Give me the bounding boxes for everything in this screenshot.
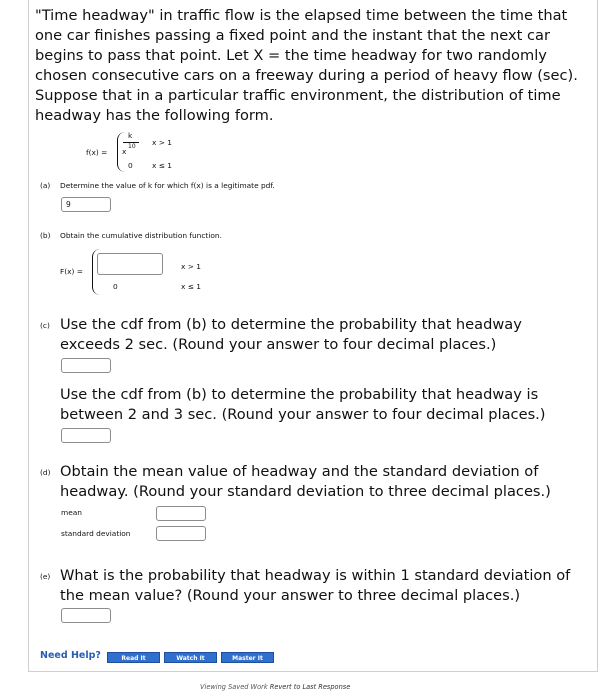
- part-d-question: Obtain the mean value of headway and the standard deviation of headway. (Round your standard deviation to three decimal places.): [60, 463, 551, 500]
- cdf-case2-value: 0: [113, 282, 118, 291]
- mean-label: mean: [61, 508, 82, 517]
- prob-exceeds-2-input[interactable]: [61, 358, 111, 373]
- prob-between-2-3-input[interactable]: [61, 428, 111, 443]
- pdf-case1-cond: x > 1: [152, 138, 172, 147]
- part-a-label: (a): [40, 181, 51, 190]
- pdf-numerator: k: [128, 131, 133, 140]
- part-b-question: Obtain the cumulative distribution function.: [60, 231, 222, 240]
- sd-input[interactable]: [156, 526, 206, 541]
- part-c-label: (c): [40, 321, 50, 330]
- watch-it-button[interactable]: Watch It: [164, 652, 217, 663]
- cdf-case2-cond: x ≤ 1: [181, 282, 201, 291]
- part-b-label: (b): [40, 231, 51, 240]
- footer: [200, 683, 460, 691]
- revert-link[interactable]: Revert to Last Response: [269, 683, 351, 691]
- prob-within-1sd-input[interactable]: [61, 608, 111, 623]
- cdf-lhs: F(x) =: [60, 267, 83, 276]
- master-it-button[interactable]: Master It: [221, 652, 274, 663]
- part-c-question-2: Use the cdf from (b) to determine the probability that headway is between 2 and 3 sec. (Round your answer to four decimal places.): [60, 386, 546, 423]
- mean-input[interactable]: [156, 506, 206, 521]
- pdf-denominator-exp: 10: [128, 143, 136, 150]
- pdf-case2-cond: x ≤ 1: [152, 161, 172, 170]
- pdf-denominator-base: x: [122, 147, 127, 156]
- part-a-question: Determine the value of k for which f(x) is a legitimate pdf.: [60, 181, 275, 190]
- cdf-case1-cond: x > 1: [181, 262, 201, 271]
- pdf-lhs: f(x) =: [86, 148, 108, 157]
- cdf-expression-input[interactable]: [97, 253, 163, 275]
- part-c-question-1: Use the cdf from (b) to determine the probability that headway exceeds 2 sec. (Round your answer to four decimal places.): [60, 316, 522, 353]
- footer-status: Viewing Saved Work: [200, 683, 268, 691]
- part-e-label: (e): [40, 572, 51, 581]
- intro-text: "Time headway" in traffic flow is the elapsed time between the time that one car finishes passing a fixed point and the instant that the next car begins to pass that point. Let X = the time headway for two randomly chosen consecutive cars on a freeway during a period of heavy flow (sec). Suppose that in a particular traffic environment, the distribution of time headway has the following form.: [35, 7, 578, 124]
- sd-label: standard deviation: [61, 529, 131, 538]
- k-answer-input[interactable]: [61, 197, 111, 212]
- need-help-label: Need Help?: [40, 650, 101, 661]
- part-e-question: What is the probability that headway is within 1 standard deviation of the mean value? (Round your answer to three decimal places.): [60, 567, 571, 604]
- pdf-case2-value: 0: [128, 161, 133, 170]
- part-d-label: (d): [40, 468, 51, 477]
- read-it-button[interactable]: Read It: [107, 652, 160, 663]
